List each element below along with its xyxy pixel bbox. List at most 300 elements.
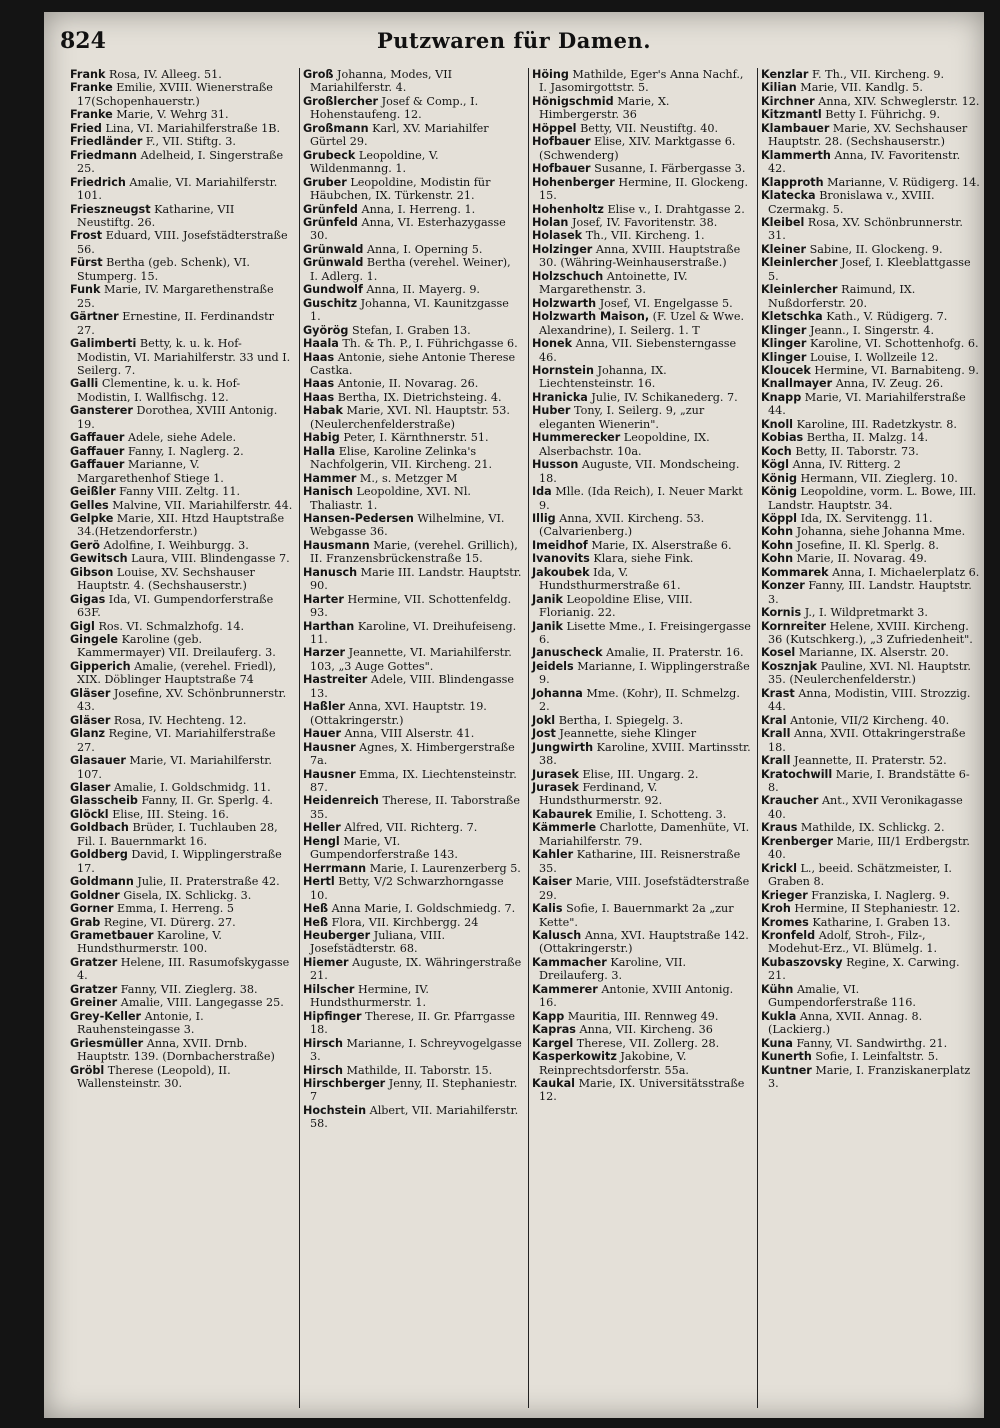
directory-entry xyxy=(532,310,751,337)
entry-details: Pauline, XVI. Nl. Hauptstr. 35. (Neulerchenfelderstr.) xyxy=(768,659,971,687)
directory-entry xyxy=(761,431,980,444)
directory-entry xyxy=(761,1064,980,1091)
entry-details: Fanny, VII. Zieglerg. 38. xyxy=(120,982,258,996)
directory-entry xyxy=(303,646,522,673)
directory-entry xyxy=(761,821,980,834)
entry-details: Elise, III. Steing. 16. xyxy=(112,807,229,821)
entry-details: Jeannette, siehe Klinger xyxy=(559,727,697,741)
entry-name: Habig xyxy=(303,431,340,445)
entry-details: Mauritia, III. Rennweg 49. xyxy=(567,1009,719,1023)
directory-entry xyxy=(70,377,293,404)
directory-entry xyxy=(532,741,751,768)
entry-name: Harzer xyxy=(303,646,346,660)
directory-entry xyxy=(303,256,522,283)
directory-entry xyxy=(303,916,522,929)
directory-entry xyxy=(70,485,293,498)
entry-details: Klara, siehe Fink. xyxy=(593,552,694,566)
entry-details: Amalie, VIII. Langegasse 25. xyxy=(120,996,284,1010)
entry-details: Anna, XVII. Annag. 8. (Lackierg.) xyxy=(768,1009,923,1037)
entry-name: Hochstein xyxy=(303,1103,367,1117)
entry-details: Helene, XVIII. Kircheng. 36 (Kutschkerg.), „3 Zufriedenheit". xyxy=(768,619,973,647)
directory-entry xyxy=(761,377,980,390)
entry-name: Hauer xyxy=(303,727,341,741)
entry-details: Marie III. Landstr. Hauptstr. 90. xyxy=(310,565,522,593)
entry-details: Adelheid, I. Singerstraße 25. xyxy=(77,148,284,176)
entry-name: Gelles xyxy=(70,498,109,512)
entry-name: Greiner xyxy=(70,996,118,1010)
directory-entry xyxy=(303,404,522,431)
entry-details: Bertha, II. Malzg. 14. xyxy=(806,431,929,445)
directory-entry xyxy=(761,256,980,283)
entry-details: Therese, II. Gr. Pfarrgasse 18. xyxy=(310,1009,515,1037)
entry-name: Koch xyxy=(761,444,792,458)
entry-details: Leopoldine, Modistin für Häubchen, IX. Türkenstr. 21. xyxy=(310,175,491,203)
entry-details: Peter, I. Kärnthnerstr. 51. xyxy=(343,431,489,445)
entry-details: Karoline, III. Radetzkystr. 8. xyxy=(796,417,957,431)
entry-details: Hermine, II. Glockeng. 15. xyxy=(539,175,748,203)
entry-name: Höing xyxy=(532,68,569,81)
entry-name: König xyxy=(761,485,797,499)
entry-name: Franke xyxy=(70,108,113,122)
entry-name: Kögl xyxy=(761,458,790,472)
entry-name: Großlercher xyxy=(303,94,379,108)
directory-entry xyxy=(532,229,751,242)
entry-name: Heidenreich xyxy=(303,794,379,808)
directory-entry xyxy=(303,472,522,485)
directory-entry xyxy=(532,566,751,593)
directory-entry xyxy=(303,283,522,296)
entry-details: (F. Uzel & Wwe. Alexandrine), I. Seilerg. 1. T xyxy=(539,310,744,337)
directory-entry xyxy=(761,956,980,983)
entry-details: Marie, (verehel. Grillich), II. Franzensbrückenstraße 15. xyxy=(310,538,518,566)
entry-details: Regine, VI. Dürerg. 27. xyxy=(103,915,236,929)
directory-entry xyxy=(70,1010,293,1037)
entry-details: Johanna, siehe Johanna Mme. xyxy=(796,525,966,539)
entry-name: Holan xyxy=(532,215,569,229)
entry-details: Fanny, III. Landstr. Hauptstr. 3. xyxy=(768,579,972,606)
directory-entry xyxy=(761,1010,980,1037)
entry-name: Kabaurek xyxy=(532,807,593,821)
entry-details: Amalie, I. Goldschmidg. 11. xyxy=(113,781,271,795)
entry-name: Gröbl xyxy=(70,1063,105,1077)
directory-entry xyxy=(761,1037,980,1050)
directory-entry xyxy=(761,324,980,337)
entry-details: Mme. (Kohr), II. Schmelzg. 2. xyxy=(539,686,740,714)
directory-entry xyxy=(303,512,522,539)
entry-details: Leopoldine Elise, VIII. Florianig. 22. xyxy=(539,592,693,620)
entry-details: Hermine, VI. Barnabiteng. 9. xyxy=(814,363,979,377)
entry-details: Josef, VI. Engelgasse 5. xyxy=(599,296,733,310)
entry-details: Anna, I. Operning 5. xyxy=(366,242,483,256)
entry-name: Ivanovits xyxy=(532,552,590,566)
directory-entry xyxy=(532,781,751,808)
entry-name: Kalis xyxy=(532,902,563,916)
entry-details: Mathilde, Eger's Anna Nachf., I. Jasomirgottstr. 5. xyxy=(539,68,744,95)
entry-name: Hönigschmid xyxy=(532,94,614,108)
entry-details: Betty, V/2 Schwarzhorngasse 10. xyxy=(310,875,504,902)
entry-details: Ida, V. Hundsthurmerstraße 61. xyxy=(539,565,681,593)
directory-entry xyxy=(761,243,980,256)
entry-details: Julie, II. Praterstraße 42. xyxy=(137,875,280,889)
directory-entry xyxy=(70,283,293,310)
entry-name: Györög xyxy=(303,323,349,337)
entry-details: Marie, XVI. Nl. Hauptstr. 53. (Neulerchenfelderstraße) xyxy=(310,404,510,431)
directory-entry xyxy=(761,351,980,364)
entry-name: Goldbach xyxy=(70,821,129,835)
entry-details: Karoline, V. Hundsthurmerstr. 100. xyxy=(77,929,222,956)
entry-details: Kath., V. Rüdigerg. 7. xyxy=(826,310,948,324)
directory-entry xyxy=(303,203,522,216)
entry-details: Tony, I. Seilerg. 9, „zur eleganten Wienerin". xyxy=(539,404,705,431)
entry-name: Grab xyxy=(70,915,101,929)
entry-name: Kral xyxy=(761,713,787,727)
entry-details: Josef, I. Kleeblattgasse 5. xyxy=(768,256,971,283)
directory-entry xyxy=(532,552,751,565)
entry-name: Kukla xyxy=(761,1009,797,1023)
entry-name: Gärtner xyxy=(70,310,119,324)
entry-name: Hanusch xyxy=(303,565,358,579)
entry-name: Kapp xyxy=(532,1009,565,1023)
entry-details: Amalie, II. Praterstr. 16. xyxy=(606,646,744,660)
entry-name: Jost xyxy=(532,727,556,741)
entry-name: Illig xyxy=(532,511,556,525)
entry-details: Marie, VII. Kandlg. 5. xyxy=(800,81,923,95)
directory-entry xyxy=(761,149,980,176)
directory-column-4 xyxy=(757,68,980,1408)
entry-name: Harthan xyxy=(303,619,355,633)
directory-entry xyxy=(532,95,751,122)
directory-entry xyxy=(303,216,522,243)
directory-entry xyxy=(70,889,293,902)
directory-entry xyxy=(761,189,980,216)
directory-entry xyxy=(761,108,980,121)
entry-name: Frost xyxy=(70,229,103,243)
entry-details: Anna, XVIII. Hauptstraße 30. (Währing-Weinhauserstraße.) xyxy=(539,242,741,270)
entry-name: Kohn xyxy=(761,552,794,566)
entry-details: Anna, XVII. Drnb. Hauptstr. 139. (Dornbacherstraße) xyxy=(77,1036,275,1064)
entry-name: Kornis xyxy=(761,606,802,620)
directory-entry xyxy=(303,1064,522,1077)
entry-details: Amalie, VI. Gumpendorferstraße 116. xyxy=(768,982,916,1010)
entry-name: Husson xyxy=(532,458,579,472)
entry-name: Gipperich xyxy=(70,659,131,673)
entry-details: Ant., XVII Veronikagasse 40. xyxy=(768,794,963,821)
entry-name: Kosznjak xyxy=(761,659,818,673)
page-title: Putzwaren für Damen. xyxy=(376,28,652,53)
entry-details: Bertha (verehel. Weiner), I. Adlerg. 1. xyxy=(310,256,511,283)
directory-entry xyxy=(70,875,293,888)
entry-details: Betty, k. u. k. Hof-Modistin, VI. Mariahilferstr. 33 und I. Seilerg. 7. xyxy=(77,337,291,377)
entry-name: Haßler xyxy=(303,700,345,714)
entry-name: Kratochwill xyxy=(761,767,833,781)
entry-name: Gerö xyxy=(70,538,100,552)
directory-entry xyxy=(70,256,293,283)
entry-details: Marie, V. Wehrg 31. xyxy=(116,108,229,122)
directory-entry xyxy=(761,579,980,606)
entry-name: Kommarek xyxy=(761,565,829,579)
entry-name: Gratzer xyxy=(70,955,118,969)
directory-entry xyxy=(303,620,522,647)
directory-entry xyxy=(303,727,522,740)
directory-entry xyxy=(761,485,980,512)
entry-name: Friedländer xyxy=(70,135,143,149)
directory-entry xyxy=(761,768,980,795)
directory-entry xyxy=(532,714,751,727)
directory-entry xyxy=(761,337,980,350)
entry-details: Marie, I. Franziskanerplatz 3. xyxy=(768,1063,971,1090)
entry-details: Leopoldine, IX. Alserbachstr. 10a. xyxy=(539,431,710,458)
directory-entry xyxy=(303,149,522,176)
entry-details: Marianne, I. Schreyvogelgasse 3. xyxy=(310,1036,522,1064)
entry-details: Anna, VII. Siebensterngasse 46. xyxy=(539,337,737,364)
entry-name: Grametbauer xyxy=(70,929,154,942)
entry-name: Kleinlercher xyxy=(761,283,838,297)
entry-name: Hilscher xyxy=(303,982,355,996)
entry-name: Hiemer xyxy=(303,955,349,969)
directory-entry xyxy=(70,458,293,485)
entry-details: Wilhelmine, VI. Webgasse 36. xyxy=(310,511,505,539)
entry-details: Dorothea, XVIII Antonig. 19. xyxy=(77,404,278,431)
entry-details: Emilie, I. Schotteng. 3. xyxy=(595,807,727,821)
entry-details: Regine, X. Carwing. 21. xyxy=(768,955,960,983)
entry-details: Ferdinand, V. Hundsthurmerstr. 92. xyxy=(539,781,663,808)
directory-entry xyxy=(70,660,293,687)
entry-name: Hummerecker xyxy=(532,431,621,445)
entry-details: Hermine, II Stephaniestr. 12. xyxy=(794,902,961,916)
entry-details: Elise v., I. Drahtgasse 2. xyxy=(607,202,745,216)
entry-details: Emma, IX. Liechtensteinstr. 87. xyxy=(310,767,517,795)
entry-details: Marie, VI. Mariahilferstr. 107. xyxy=(77,754,272,781)
entry-details: Charlotte, Damenhüte, VI. Mariahilferstr. 79. xyxy=(539,821,750,848)
entry-name: Kraus xyxy=(761,821,798,835)
entry-details: Marie, IV. Margarethenstraße 25. xyxy=(77,283,274,310)
directory-entry xyxy=(532,404,751,431)
directory-entry xyxy=(303,337,522,350)
entry-name: Janik xyxy=(532,619,563,633)
directory-entry xyxy=(761,472,980,485)
entry-name: Gigas xyxy=(70,592,106,606)
directory-entry xyxy=(70,902,293,915)
entry-name: Heß xyxy=(303,902,328,916)
entry-name: Kuntner xyxy=(761,1063,812,1077)
entry-details: Rosa, IV. Hechteng. 12. xyxy=(113,713,247,727)
directory-entry xyxy=(303,1037,522,1064)
entry-name: Gruber xyxy=(303,175,347,189)
entry-details: Karoline (geb. Kammermayer) VII. Dreilauferg. 3. xyxy=(77,633,276,660)
entry-details: Leopoldine, vorm. L. Bowe, III. Landstr. Hauptstr. 34. xyxy=(768,485,977,512)
entry-name: Grubeck xyxy=(303,148,356,162)
entry-name: Glasauer xyxy=(70,754,126,768)
entry-details: Anna, I. Michaelerplatz 6. xyxy=(832,565,980,579)
entry-name: Kubaszovsky xyxy=(761,955,843,969)
directory-entry xyxy=(303,297,522,324)
entry-details: Emma, I. Herreng. 5 xyxy=(117,902,235,916)
entry-name: Hausmann xyxy=(303,538,370,552)
entry-name: Glöckl xyxy=(70,807,109,821)
entry-details: Anna, VI. Esterhazygasse 30. xyxy=(310,215,506,243)
entry-details: David, I. Wipplingerstraße 17. xyxy=(77,848,282,875)
entry-details: Karoline, VII. Dreilauferg. 3. xyxy=(539,955,687,983)
directory-entry xyxy=(70,754,293,781)
directory-entry xyxy=(532,929,751,956)
entry-name: Kuna xyxy=(761,1036,793,1050)
entry-name: Klapproth xyxy=(761,175,824,189)
entry-name: Gewitsch xyxy=(70,552,128,566)
entry-details: Katharine, VII Neustiftg. 26. xyxy=(77,202,235,229)
entry-name: Hanisch xyxy=(303,485,353,499)
entry-name: Kühn xyxy=(761,982,794,996)
entry-details: Gisela, IX. Schlickg. 3. xyxy=(123,888,252,902)
entry-name: Glaser xyxy=(70,781,111,795)
entry-details: Marianne, I. Wipplingerstraße 9. xyxy=(539,659,750,687)
entry-name: Harter xyxy=(303,592,344,606)
entry-name: Hipfinger xyxy=(303,1009,362,1023)
entry-details: Malvine, VII. Mariahilferstr. 44. xyxy=(112,498,293,512)
entry-details: Fanny VIII. Zeltg. 11. xyxy=(119,485,241,499)
directory-entry xyxy=(70,552,293,565)
directory-entry xyxy=(70,229,293,256)
directory-entry xyxy=(761,902,980,915)
entry-details: Antonie, XVIII Antonig. 16. xyxy=(539,982,734,1010)
directory-entry xyxy=(761,606,980,619)
entry-name: Grünwald xyxy=(303,256,364,270)
directory-entry xyxy=(532,364,751,391)
entry-details: Jeannette, II. Praterstr. 52. xyxy=(793,754,947,768)
directory-entry xyxy=(70,956,293,983)
entry-details: Marie, I. Laurenzerberg 5. xyxy=(369,861,521,875)
directory-entry xyxy=(761,714,980,727)
entry-details: Marie, X. Himbergerstr. 36 xyxy=(539,94,670,122)
entry-details: Emilie, XVIII. Wienerstraße 17(Schopenhauerstr.) xyxy=(77,81,273,108)
directory-entry xyxy=(70,794,293,807)
entry-name: Höppel xyxy=(532,121,577,135)
entry-name: Honek xyxy=(532,337,573,351)
directory-entry xyxy=(303,875,522,902)
directory-entry xyxy=(761,687,980,714)
entry-details: Leopoldine, XVI. Nl. Thaliastr. 1. xyxy=(310,485,471,512)
entry-details: Auguste, IX. Währingerstraße 21. xyxy=(310,955,522,983)
entry-name: Klammerth xyxy=(761,148,831,162)
directory-entry xyxy=(532,1050,751,1077)
entry-details: Marie, IX. Universitätsstraße 12. xyxy=(539,1076,745,1104)
directory-entry xyxy=(70,808,293,821)
directory-entry xyxy=(70,176,293,203)
entry-details: Marianne, V. Rüdigerg. 14. xyxy=(827,175,980,189)
directory-entry xyxy=(303,566,522,593)
entry-name: Kämmerle xyxy=(532,821,597,835)
entry-name: Habak xyxy=(303,404,343,418)
entry-name: Hirschberger xyxy=(303,1076,386,1090)
directory-entry xyxy=(70,593,293,620)
entry-name: Kletschka xyxy=(761,310,823,324)
entry-details: Sofie, I. Bauernmarkt 2a „zur Kette". xyxy=(539,902,734,929)
entry-details: Therese (Leopold), II. Wallensteinstr. 30. xyxy=(77,1063,231,1090)
directory-column-1 xyxy=(70,68,293,1408)
directory-entry xyxy=(70,310,293,337)
entry-details: Johanna, VI. Kaunitzgasse 1. xyxy=(310,296,509,324)
entry-name: Haala xyxy=(303,337,339,351)
directory-entry xyxy=(532,216,751,229)
entry-details: Bronislawa v., XVIII. Czermakg. 5. xyxy=(768,189,935,216)
directory-entry xyxy=(70,1037,293,1064)
directory-entry xyxy=(761,216,980,243)
entry-details: Brüder, I. Tuchlauben 28, Fil. I. Bauernmarkt 16. xyxy=(77,821,278,848)
directory-entry xyxy=(70,714,293,727)
entry-details: Antonie, VII/2 Kircheng. 40. xyxy=(790,713,950,727)
entry-name: Hohenberger xyxy=(532,175,615,189)
entry-details: Anna, IV. Favoritenstr. 42. xyxy=(768,148,961,176)
directory-entry xyxy=(532,646,751,659)
entry-details: L., beeid. Schätzmeister, I. Graben 8. xyxy=(768,861,952,889)
entry-name: Gorner xyxy=(70,902,114,916)
entry-details: Antonie, I. Rauhensteingasse 3. xyxy=(77,1009,204,1037)
entry-name: Knallmayer xyxy=(761,377,833,391)
entry-name: Gaffauer xyxy=(70,444,125,458)
entry-name: Hammer xyxy=(303,471,357,485)
entry-details: Anna, VII. Kircheng. 36 xyxy=(579,1023,713,1037)
entry-name: Klatecka xyxy=(761,189,816,203)
entry-details: Helene, III. Rasumofskygasse 4. xyxy=(77,955,290,983)
entry-name: Hofbauer xyxy=(532,135,591,149)
entry-details: Marianne, V. Margarethenhof Stiege 1. xyxy=(77,458,224,485)
directory-entry xyxy=(532,297,751,310)
directory-entry xyxy=(761,176,980,189)
entry-name: Geißler xyxy=(70,485,116,499)
entry-details: Johanna, IX. Liechtensteinstr. 16. xyxy=(539,363,667,391)
entry-details: Therese, VII. Zollerg. 28. xyxy=(576,1036,720,1050)
entry-name: Gingele xyxy=(70,633,119,647)
entry-details: Stefan, I. Graben 13. xyxy=(351,323,471,337)
directory-entry xyxy=(303,700,522,727)
directory-entry xyxy=(532,727,751,740)
entry-details: Antoinette, IV. Margarethenstr. 3. xyxy=(539,269,688,297)
entry-details: Mathilde, II. Taborstr. 15. xyxy=(346,1063,493,1077)
directory-entry xyxy=(532,875,751,902)
directory-entry xyxy=(303,673,522,700)
directory-entry xyxy=(70,135,293,148)
entry-details: Fanny, VI. Sandwirthg. 21. xyxy=(796,1036,948,1050)
directory-entry xyxy=(761,95,980,108)
entry-details: Marie, XII. Htzd Hauptstraße 34.(Hetzendorferstr.) xyxy=(77,511,285,539)
directory-entry xyxy=(303,929,522,956)
directory-entry xyxy=(532,122,751,135)
entry-name: Frieszneugst xyxy=(70,202,151,216)
entry-name: Jungwirth xyxy=(532,740,594,754)
entry-details: Juliana, VIII. Josefstädterstr. 68. xyxy=(310,929,446,956)
entry-details: Marie, VIII. Josefstädterstraße 29. xyxy=(539,875,750,902)
directory-entry xyxy=(303,485,522,512)
entry-name: Holzwarth Maison, xyxy=(532,310,650,324)
entry-name: Klinger xyxy=(761,350,807,364)
entry-details: Mlle. (Ida Reich), I. Neuer Markt 9. xyxy=(539,485,743,512)
directory-entry xyxy=(532,1037,751,1050)
entry-name: Hausner xyxy=(303,767,356,781)
directory-entry xyxy=(303,68,522,95)
directory-entry xyxy=(761,283,980,310)
directory-entry xyxy=(761,889,980,902)
directory-entry xyxy=(70,337,293,377)
entry-details: Ida, VI. Gumpendorferstraße 63F. xyxy=(77,592,274,620)
directory-entry xyxy=(761,660,980,687)
entry-details: Louise, I. Wollzeile 12. xyxy=(809,350,939,364)
entry-details: Leopoldine, V. Wildenmanng. 1. xyxy=(310,148,439,176)
entry-name: Jakoubek xyxy=(532,565,590,579)
directory-entry xyxy=(70,431,293,444)
directory-entry xyxy=(303,862,522,875)
entry-details: Adele, VIII. Blindengasse 13. xyxy=(310,673,515,700)
entry-details: Th. & Th. P., I. Führichgasse 6. xyxy=(342,337,518,351)
directory-entry xyxy=(532,203,751,216)
